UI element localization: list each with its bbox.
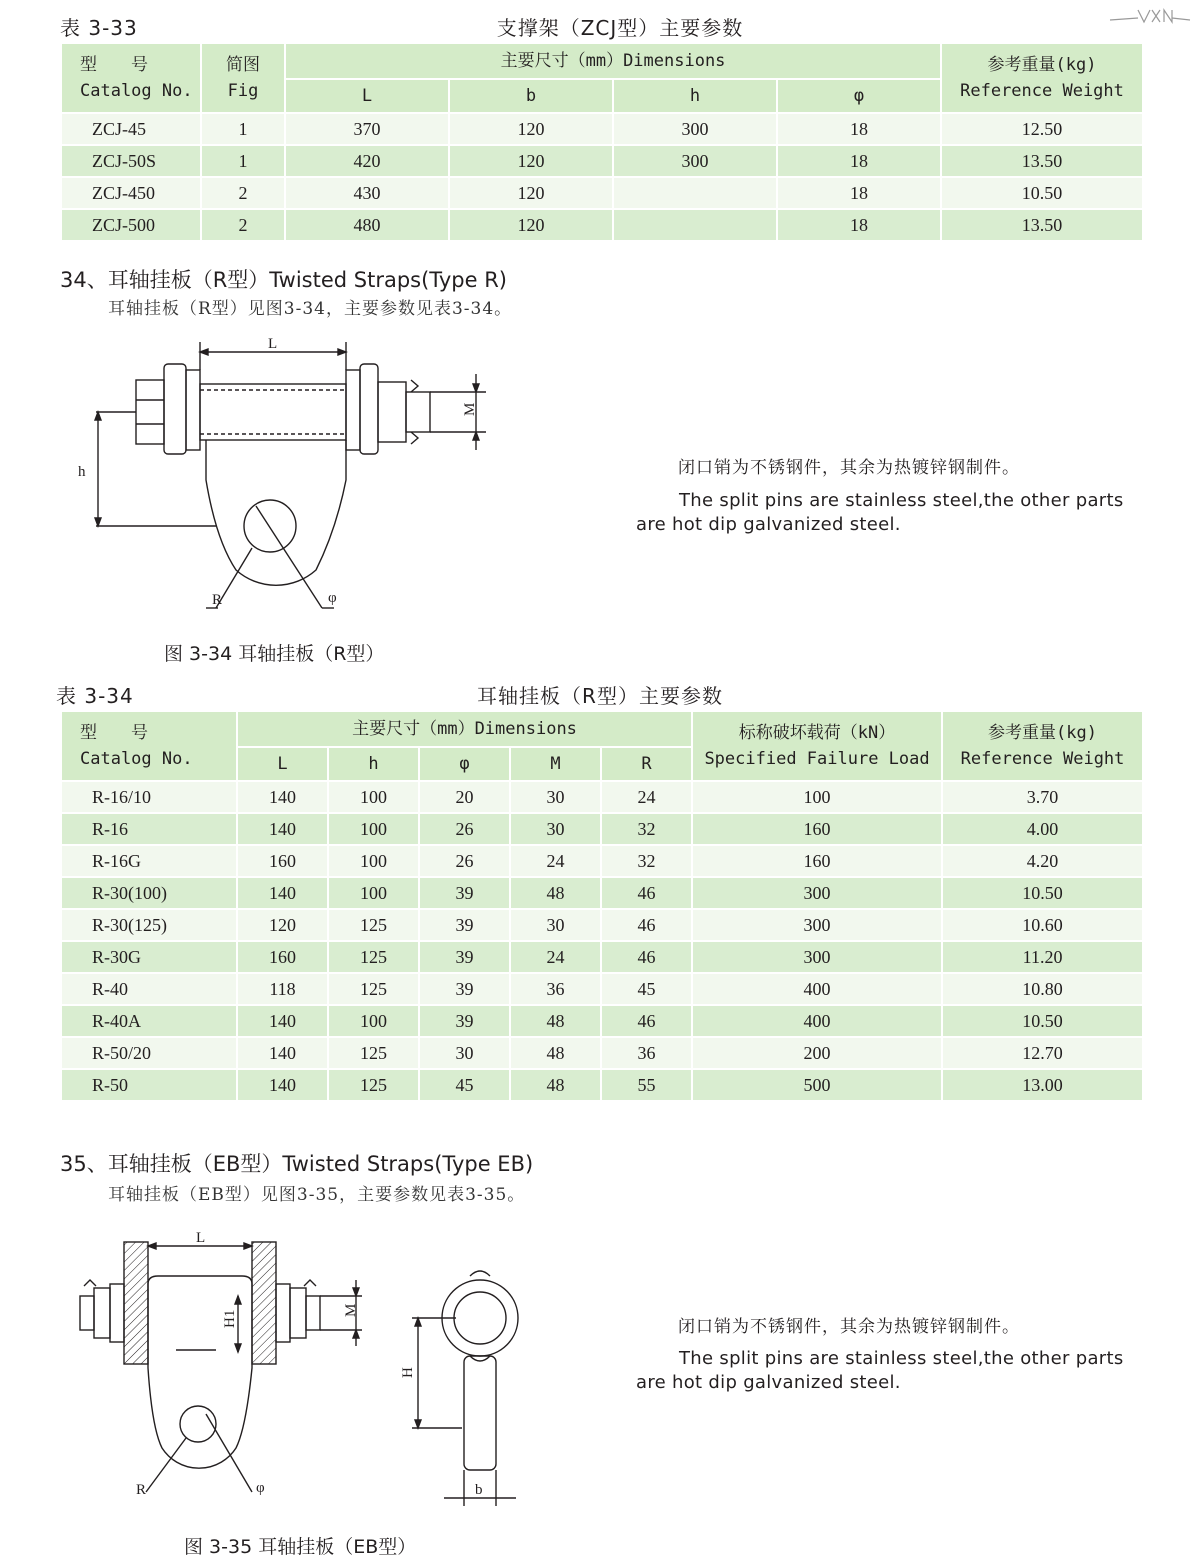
table34-cell: 46	[601, 1005, 692, 1037]
table33-cell: 120	[449, 113, 613, 145]
table34-cell: 160	[692, 813, 942, 845]
table34-cell: R-30(125)	[61, 909, 237, 941]
table34-cell: 10.60	[942, 909, 1143, 941]
table34-cell: 140	[237, 781, 328, 813]
table33-cell: 1	[201, 145, 285, 177]
table33-cell: 480	[285, 209, 449, 241]
table33-cell: 430	[285, 177, 449, 209]
table33-col-L: L	[285, 79, 449, 113]
table33-col-phi: φ	[777, 79, 941, 113]
table34-cell: R-50/20	[61, 1037, 237, 1069]
table34-cell: R-40A	[61, 1005, 237, 1037]
table34-row	[61, 941, 1143, 973]
table34-cell: 300	[692, 877, 942, 909]
table33-col-h: h	[613, 79, 777, 113]
table34-header-load: 标称破坏载荷（kN） Specified Failure Load	[692, 711, 942, 781]
table34-cell: 300	[692, 909, 942, 941]
table33-cell: ZCJ-50S	[61, 145, 201, 177]
table34-row	[61, 1005, 1143, 1037]
table33-cell: 18	[777, 113, 941, 145]
dim-H1-label: H1	[222, 1309, 238, 1328]
table34-cell: 39	[419, 1005, 510, 1037]
table33-cell: 120	[449, 145, 613, 177]
table34-cell: 36	[510, 973, 601, 1005]
table34-col-R: R	[601, 747, 692, 781]
table34-cell: 400	[692, 973, 942, 1005]
table34-cell: 400	[692, 1005, 942, 1037]
table34-cell: R-16/10	[61, 781, 237, 813]
table34-header-weight: 参考重量(kg) Reference Weight	[942, 711, 1143, 781]
table34-cell: 26	[419, 813, 510, 845]
table34-cell: 160	[237, 941, 328, 973]
table34-cell: 39	[419, 973, 510, 1005]
figure-3-34-drawing	[66, 330, 506, 620]
table34-col-phi: φ	[419, 747, 510, 781]
figure-3-35-caption: 图 3-35 耳轴挂板（EB型）	[184, 1536, 417, 1558]
table34-cell: 11.20	[942, 941, 1143, 973]
dim-b-label: b	[475, 1482, 483, 1498]
section34-note-cn: 闭口销为不锈钢件，其余为热镀锌钢制件。	[678, 458, 1020, 478]
dim-R-label-35: R	[136, 1482, 147, 1498]
dim-M-label: M	[462, 402, 478, 416]
table34-header-dimensions: 主要尺寸（mm）Dimensions	[237, 711, 692, 747]
table34-cell: 4.00	[942, 813, 1143, 845]
table33-row	[61, 113, 1143, 145]
table34-cell: 10.50	[942, 1005, 1143, 1037]
table34-cell: 100	[328, 781, 419, 813]
table34-row	[61, 877, 1143, 909]
table34-cell: 140	[237, 813, 328, 845]
table33-cell: 10.50	[941, 177, 1143, 209]
table34-cell: 39	[419, 941, 510, 973]
table33-cell: 370	[285, 113, 449, 145]
section35-intro: 耳轴挂板（EB型）见图3-35，主要参数见表3-35。	[108, 1185, 526, 1205]
table34-cell: 13.00	[942, 1069, 1143, 1101]
table34-cell: 48	[510, 877, 601, 909]
table34-cell: 24	[510, 941, 601, 973]
table34-cell: 4.20	[942, 845, 1143, 877]
table34-cell: 30	[419, 1037, 510, 1069]
table33-cell: 18	[777, 145, 941, 177]
table34-cell: 160	[237, 845, 328, 877]
table34-cell: 48	[510, 1005, 601, 1037]
table34-cell: 125	[328, 941, 419, 973]
dim-phi-label: φ	[328, 590, 337, 606]
dim-phi-label-35: φ	[256, 1480, 265, 1496]
table33-header-weight: 参考重量(kg) Reference Weight	[941, 43, 1143, 113]
table34-cell: 100	[328, 1005, 419, 1037]
table33-cell: 2	[201, 209, 285, 241]
table34-cell: 125	[328, 1037, 419, 1069]
figure-3-35-drawing	[66, 1218, 526, 1518]
table34-cell: 32	[601, 813, 692, 845]
table33-cell: ZCJ-500	[61, 209, 201, 241]
section35-note-en-2: are hot dip galvanized steel.	[636, 1372, 901, 1393]
table34-cell: 160	[692, 845, 942, 877]
table33-row	[61, 209, 1143, 241]
table33-cell: 1	[201, 113, 285, 145]
table34-cell: 125	[328, 909, 419, 941]
table33-cell	[613, 177, 777, 209]
table34-cell: 46	[601, 877, 692, 909]
section34-intro: 耳轴挂板（R型）见图3-34，主要参数见表3-34。	[108, 299, 513, 319]
brand-logo	[1108, 6, 1192, 26]
table34-cell: 125	[328, 973, 419, 1005]
table33-cell: 300	[613, 145, 777, 177]
dim-L-label: L	[268, 336, 278, 352]
figure-3-34-caption: 图 3-34 耳轴挂板（R型）	[164, 643, 385, 665]
table34-cell: 118	[237, 973, 328, 1005]
table33-cell: 300	[613, 113, 777, 145]
table34-header-catalog: 型 号 Catalog No.	[61, 711, 237, 781]
dim-H-label: H	[400, 1367, 416, 1378]
table33-cell: 13.50	[941, 145, 1143, 177]
table34-col-h: h	[328, 747, 419, 781]
table33-header-fig: 简图 Fig	[201, 43, 285, 113]
table34-cell: 24	[601, 781, 692, 813]
table34-cell: 32	[601, 845, 692, 877]
section35-heading: 35、耳轴挂板（EB型）Twisted Straps(Type EB)	[60, 1152, 534, 1176]
table34-cell: 48	[510, 1069, 601, 1101]
table33-cell: ZCJ-450	[61, 177, 201, 209]
table34-cell: 45	[601, 973, 692, 1005]
table33-cell: 18	[777, 209, 941, 241]
table33-col-b: b	[449, 79, 613, 113]
table34-cell: 30	[510, 781, 601, 813]
table33-row	[61, 145, 1143, 177]
section35-note-en-1: The split pins are stainless steel,the other parts	[679, 1348, 1124, 1369]
table34-cell: 55	[601, 1069, 692, 1101]
table34-cell: 300	[692, 941, 942, 973]
table33-cell: 120	[449, 177, 613, 209]
table34-row	[61, 781, 1143, 813]
table33-cell: 420	[285, 145, 449, 177]
table34-col-M: M	[510, 747, 601, 781]
table34-cell: 140	[237, 1037, 328, 1069]
table34-cell: 46	[601, 941, 692, 973]
table34-row	[61, 1037, 1143, 1069]
table34-label: 表 3-34	[56, 684, 134, 708]
section35-note-cn: 闭口销为不锈钢件，其余为热镀锌钢制件。	[678, 1317, 1020, 1337]
dim-M-label-35: M	[343, 1303, 359, 1317]
table34-row	[61, 845, 1143, 877]
table34-cell: 45	[419, 1069, 510, 1101]
table33-header-dimensions: 主要尺寸（mm）Dimensions	[285, 43, 941, 79]
table34-cell: R-40	[61, 973, 237, 1005]
table34-cell: 12.70	[942, 1037, 1143, 1069]
table34-cell: 125	[328, 1069, 419, 1101]
table34-cell: 46	[601, 909, 692, 941]
table33-cell: 2	[201, 177, 285, 209]
dim-L-label-35: L	[196, 1230, 206, 1246]
dim-h-label: h	[78, 464, 86, 480]
table34-cell: 100	[692, 781, 942, 813]
table34-cell: 120	[237, 909, 328, 941]
table34-cell: 39	[419, 877, 510, 909]
table34-cell: 39	[419, 909, 510, 941]
section34-note-en-1: The split pins are stainless steel,the other parts	[679, 490, 1124, 511]
table34-cell: R-16	[61, 813, 237, 845]
table34-cell: 100	[328, 845, 419, 877]
table34-cell: 30	[510, 909, 601, 941]
table34-cell: 24	[510, 845, 601, 877]
logo-text: ADXN	[1108, 6, 1111, 7]
table34-cell: R-30G	[61, 941, 237, 973]
table34-cell: 100	[328, 813, 419, 845]
table33-cell: 120	[449, 209, 613, 241]
table34-row	[61, 909, 1143, 941]
table33-row	[61, 177, 1143, 209]
table34-row	[61, 813, 1143, 845]
table34-cell: 3.70	[942, 781, 1143, 813]
table34-cell: 10.50	[942, 877, 1143, 909]
table34-cell: 48	[510, 1037, 601, 1069]
table34-cell: R-50	[61, 1069, 237, 1101]
table33-header-catalog: 型 号 Catalog No.	[61, 43, 201, 113]
section34-heading: 34、耳轴挂板（R型）Twisted Straps(Type R)	[60, 268, 507, 292]
table34-cell: 500	[692, 1069, 942, 1101]
table34-cell: 200	[692, 1037, 942, 1069]
table34-col-L: L	[237, 747, 328, 781]
table34-cell: 140	[237, 1069, 328, 1101]
table33-cell: ZCJ-45	[61, 113, 201, 145]
table33-cell: 13.50	[941, 209, 1143, 241]
table34-title: 耳轴挂板（R型）主要参数	[477, 684, 723, 708]
table34-row	[61, 973, 1143, 1005]
table34-cell: 100	[328, 877, 419, 909]
dim-R-label: R	[212, 592, 223, 608]
table34-cell: R-30(100)	[61, 877, 237, 909]
table33	[60, 42, 1144, 242]
table34-cell: 20	[419, 781, 510, 813]
table33-label: 表 3-33	[60, 16, 138, 40]
table33-cell: 18	[777, 177, 941, 209]
table34-cell: R-16G	[61, 845, 237, 877]
section34-note-en-2: are hot dip galvanized steel.	[636, 514, 901, 535]
table34-row	[61, 1069, 1143, 1101]
table34-cell: 140	[237, 1005, 328, 1037]
table34-cell: 26	[419, 845, 510, 877]
table33-cell	[613, 209, 777, 241]
table34-cell: 140	[237, 877, 328, 909]
table34-cell: 30	[510, 813, 601, 845]
table33-cell: 12.50	[941, 113, 1143, 145]
table34	[60, 710, 1144, 1102]
table34-cell: 10.80	[942, 973, 1143, 1005]
table33-title: 支撑架（ZCJ型）主要参数	[496, 16, 744, 40]
table34-cell: 36	[601, 1037, 692, 1069]
